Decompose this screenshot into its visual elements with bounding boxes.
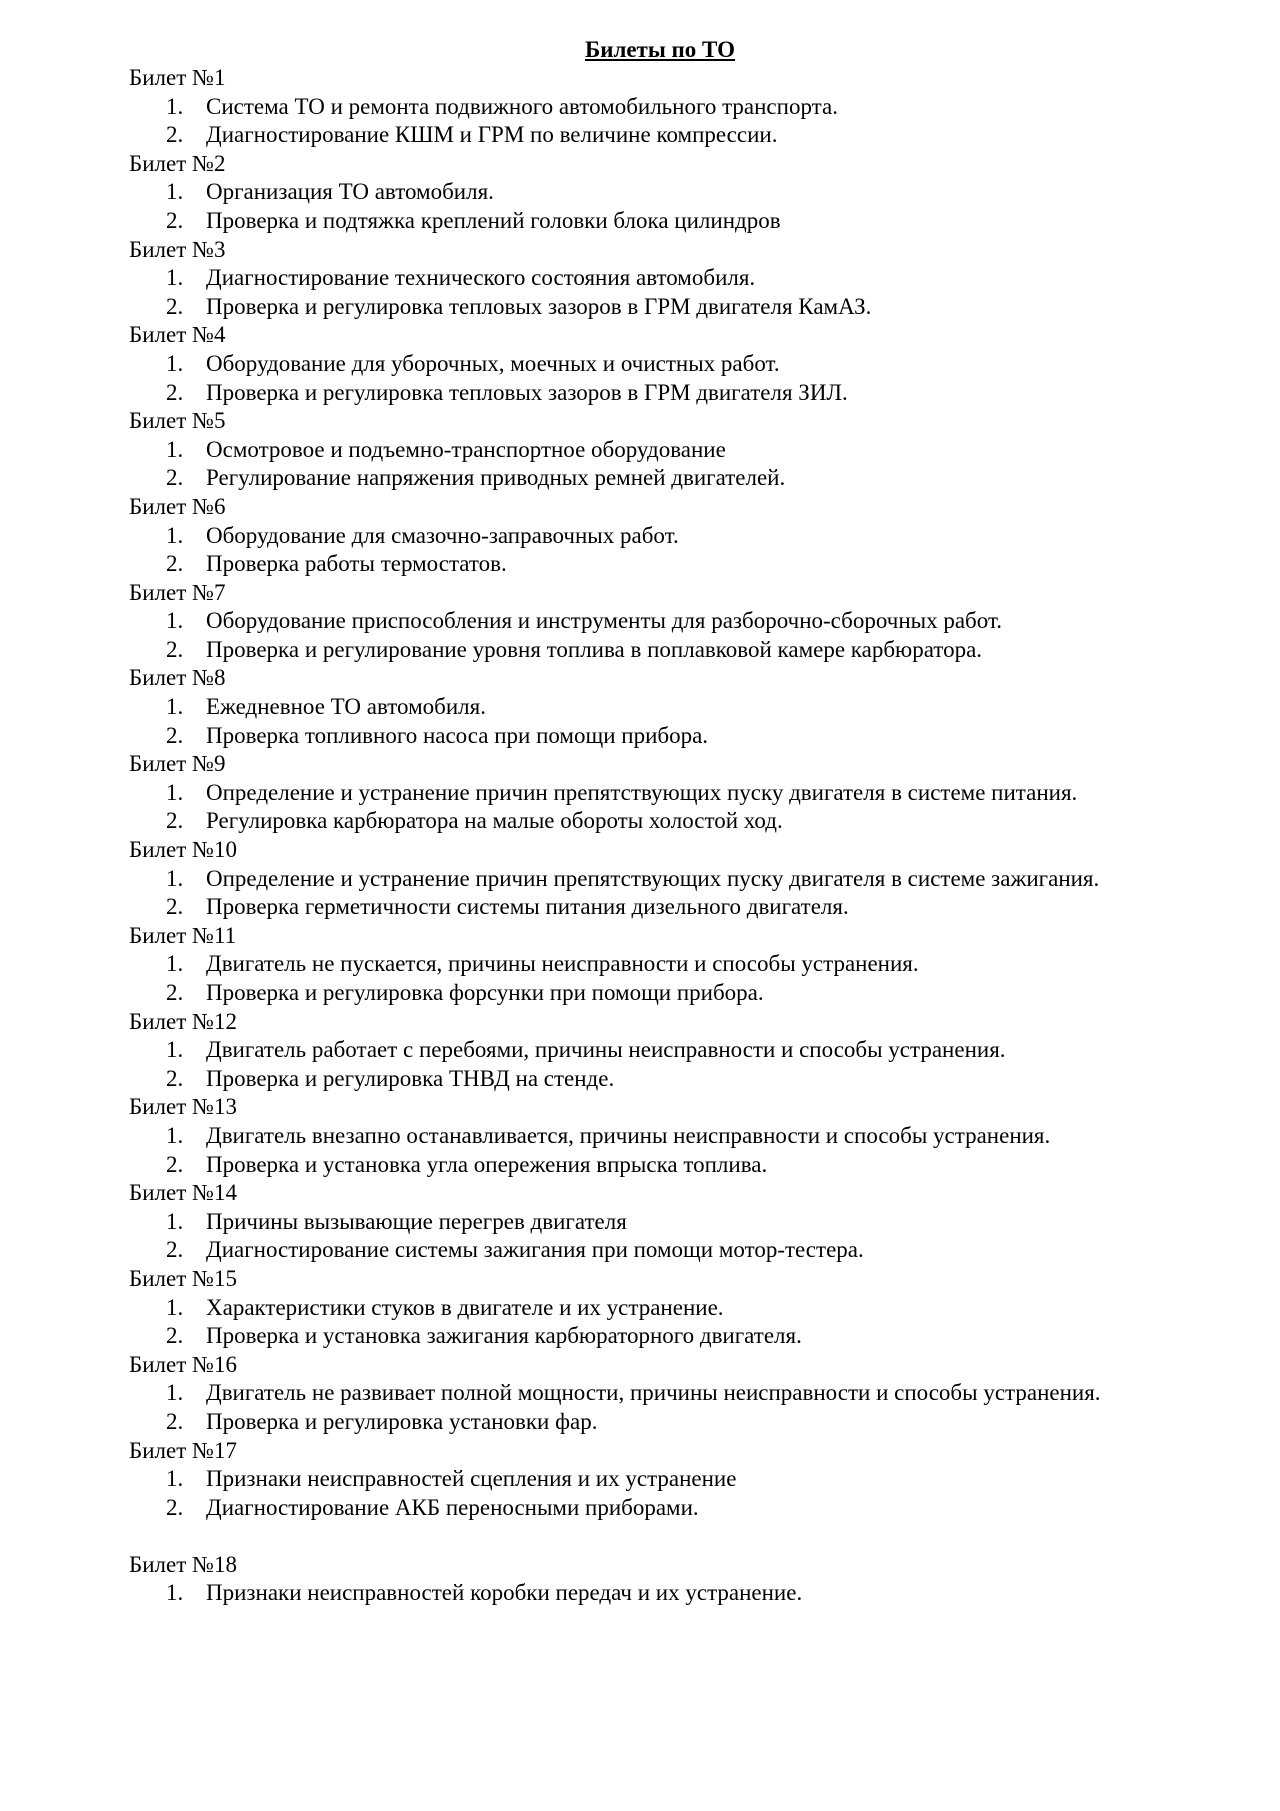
ticket-question <box>129 264 1197 293</box>
ticket-question <box>129 121 1197 150</box>
ticket-block <box>129 1437 1197 1523</box>
ticket-question <box>129 979 1197 1008</box>
question-text: Проверка топливного насоса при помощи прибора. <box>206 722 709 748</box>
question-number: 2. <box>166 551 184 577</box>
question-number: 1. <box>166 436 184 462</box>
ticket-question-list <box>129 1465 1197 1522</box>
question-number: 1. <box>166 1466 184 1492</box>
question-number: 1. <box>166 779 184 805</box>
ticket-question-list <box>129 1122 1197 1179</box>
question-text: Оборудование приспособления и инструменты для разборочно-сборочных работ. <box>206 608 1003 634</box>
blank-line <box>129 1522 1197 1551</box>
ticket-heading: Билет №14 <box>129 1180 237 1206</box>
question-text: Определение и устранение причин препятствующих пуску двигателя в системе питания. <box>206 779 1078 805</box>
ticket-block <box>129 407 1197 493</box>
question-text: Система ТО и ремонта подвижного автомобильного транспорта. <box>206 93 838 119</box>
ticket-question <box>129 865 1197 894</box>
ticket-question-list <box>129 1294 1197 1351</box>
document-title: Билеты по ТО <box>584 37 735 62</box>
question-text: Проверка и регулировка тепловых зазоров в ГРМ двигателя ЗИЛ. <box>206 379 848 405</box>
ticket-question-list <box>129 1379 1197 1436</box>
question-number: 1. <box>166 1380 184 1406</box>
ticket-question <box>129 1465 1197 1494</box>
question-text: Двигатель работает с перебоями, причины неисправности и способы устранения. <box>206 1037 1006 1063</box>
ticket-question <box>129 807 1197 836</box>
ticket-question <box>129 1208 1197 1237</box>
ticket-question <box>129 207 1197 236</box>
question-number: 2. <box>166 636 184 662</box>
ticket-question <box>129 636 1197 665</box>
question-text: Двигатель внезапно останавливается, причины неисправности и способы устранения. <box>206 1122 1051 1148</box>
question-text: Диагностирование технического состояния автомобиля. <box>206 265 756 291</box>
question-number: 2. <box>166 722 184 748</box>
question-text: Регулировка карбюратора на малые обороты холостой ход. <box>206 808 783 834</box>
ticket-question-list <box>129 264 1197 321</box>
ticket-block <box>129 579 1197 665</box>
ticket-question <box>129 1579 1197 1608</box>
ticket-heading: Билет №2 <box>129 150 226 176</box>
ticket-question-list <box>129 693 1197 750</box>
question-text: Проверка и регулирование уровня топлива в поплавковой камере карбюратора. <box>206 636 983 662</box>
ticket-question <box>129 950 1197 979</box>
ticket-heading: Билет №10 <box>129 837 237 863</box>
question-text: Проверка и регулировка установки фар. <box>206 1408 598 1434</box>
ticket-question-list <box>129 436 1197 493</box>
ticket-heading: Билет №5 <box>129 408 226 434</box>
question-number: 1. <box>166 865 184 891</box>
question-text: Проверка и подтяжка креплений головки блока цилиндров <box>206 207 781 233</box>
ticket-heading: Билет №4 <box>129 322 226 348</box>
question-text: Проверка и регулировка тепловых зазоров в ГРМ двигателя КамАЗ. <box>206 293 872 319</box>
question-number: 2. <box>166 808 184 834</box>
ticket-question <box>129 1322 1197 1351</box>
ticket-block <box>129 236 1197 322</box>
question-text: Диагностирование системы зажигания при помощи мотор-тестера. <box>206 1237 864 1263</box>
question-number: 1. <box>166 1037 184 1063</box>
question-number: 2. <box>166 293 184 319</box>
ticket-question-list <box>129 350 1197 407</box>
ticket-question <box>129 464 1197 493</box>
ticket-heading: Билет №9 <box>129 751 226 777</box>
question-text: Оборудование для смазочно-заправочных работ. <box>206 522 679 548</box>
question-number: 1. <box>166 608 184 634</box>
ticket-question <box>129 178 1197 207</box>
ticket-question <box>129 722 1197 751</box>
ticket-question <box>129 1294 1197 1323</box>
question-number: 1. <box>166 694 184 720</box>
ticket-block <box>129 750 1197 836</box>
question-number: 1. <box>166 1122 184 1148</box>
question-number: 2. <box>166 1323 184 1349</box>
ticket-question <box>129 607 1197 636</box>
ticket-block <box>129 836 1197 922</box>
question-text: Регулирование напряжения приводных ремней двигателей. <box>206 465 786 491</box>
question-number: 1. <box>166 179 184 205</box>
question-text: Проверка и регулировка ТНВД на стенде. <box>206 1065 615 1091</box>
ticket-question <box>129 1408 1197 1437</box>
question-number: 2. <box>166 980 184 1005</box>
ticket-block <box>129 493 1197 579</box>
question-text: Проверка герметичности системы питания дизельного двигателя. <box>206 894 849 920</box>
question-text: Проверка и установка зажигания карбюраторного двигателя. <box>206 1323 802 1349</box>
question-text: Признаки неисправностей сцепления и их устранение <box>206 1466 737 1492</box>
ticket-question-list <box>129 1208 1197 1265</box>
question-text: Осмотровое и подъемно-транспортное оборудование <box>206 436 726 462</box>
question-number: 1. <box>166 350 184 376</box>
ticket-heading: Билет №12 <box>129 1008 237 1034</box>
ticket-question <box>129 550 1197 579</box>
ticket-block <box>129 150 1197 236</box>
ticket-question <box>129 350 1197 379</box>
ticket-question-list <box>129 1036 1197 1093</box>
ticket-heading: Билет №17 <box>129 1437 237 1463</box>
ticket-block <box>129 1351 1197 1437</box>
ticket-block <box>129 664 1197 750</box>
ticket-question <box>129 1122 1197 1151</box>
question-number: 2. <box>166 894 184 920</box>
ticket-block <box>129 1551 1197 1608</box>
ticket-question <box>129 693 1197 722</box>
ticket-block <box>129 1179 1197 1265</box>
ticket-question <box>129 1236 1197 1265</box>
question-number: 2. <box>166 379 184 405</box>
ticket-question <box>129 893 1197 922</box>
question-number: 1. <box>166 951 184 977</box>
ticket-block <box>129 321 1197 407</box>
tickets-container <box>129 64 1197 1608</box>
ticket-question <box>129 1036 1197 1065</box>
ticket-question <box>129 379 1197 408</box>
ticket-question <box>129 93 1197 122</box>
ticket-question-list <box>129 178 1197 235</box>
ticket-question-list <box>129 607 1197 664</box>
question-text: Диагностирование АКБ переносными приборами. <box>206 1494 699 1520</box>
question-number: 1. <box>166 1208 184 1234</box>
question-text: Причины вызывающие перегрев двигателя <box>206 1208 627 1234</box>
ticket-heading: Билет №13 <box>129 1094 237 1120</box>
ticket-heading: Билет №8 <box>129 665 226 691</box>
ticket-heading: Билет №15 <box>129 1265 237 1291</box>
question-number: 1. <box>166 93 184 119</box>
ticket-heading: Билет №11 <box>129 922 237 948</box>
ticket-block <box>129 1093 1197 1179</box>
question-number: 1. <box>166 522 184 548</box>
question-text: Признаки неисправностей коробки передач и их устранение. <box>206 1580 803 1606</box>
ticket-question <box>129 1065 1197 1094</box>
ticket-question <box>129 1494 1197 1523</box>
question-number: 2. <box>166 1237 184 1263</box>
ticket-question-list <box>129 950 1197 1007</box>
ticket-question-list <box>129 865 1197 922</box>
question-text: Ежедневное ТО автомобиля. <box>206 694 486 720</box>
ticket-heading: Билет №1 <box>129 65 226 90</box>
ticket-question <box>129 1151 1197 1180</box>
ticket-heading: Билет №6 <box>129 493 226 519</box>
question-text: Проверка и регулировка форсунки при помощи прибора. <box>206 980 764 1005</box>
question-number: 2. <box>166 207 184 233</box>
question-text: Проверка работы термостатов. <box>206 551 507 577</box>
ticket-question <box>129 522 1197 551</box>
ticket-question-list <box>129 522 1197 579</box>
ticket-block <box>129 64 1197 150</box>
question-text: Двигатель не развивает полной мощности, причины неисправности и способы устранения. <box>206 1380 1101 1406</box>
question-text: Определение и устранение причин препятствующих пуску двигателя в системе зажигания. <box>206 865 1100 891</box>
question-number: 2. <box>166 1065 184 1091</box>
question-number: 2. <box>166 1494 184 1520</box>
ticket-block <box>129 1008 1197 1094</box>
question-number: 2. <box>166 1151 184 1177</box>
question-number: 2. <box>166 465 184 491</box>
ticket-block <box>129 1265 1197 1351</box>
ticket-heading: Билет №7 <box>129 579 226 605</box>
ticket-heading: Билет №16 <box>129 1351 237 1377</box>
ticket-block <box>129 922 1197 1008</box>
question-number: 2. <box>166 122 184 148</box>
ticket-question-list <box>129 1579 1197 1608</box>
ticket-heading: Билет №18 <box>129 1551 237 1577</box>
question-text: Оборудование для уборочных, моечных и очистных работ. <box>206 350 780 376</box>
ticket-question <box>129 436 1197 465</box>
question-text: Организация ТО автомобиля. <box>206 179 494 205</box>
question-text: Диагностирование КШМ и ГРМ по величине компрессии. <box>206 122 778 148</box>
ticket-question <box>129 293 1197 322</box>
question-number: 1. <box>166 1294 184 1320</box>
question-text: Двигатель не пускается, причины неисправности и способы устранения. <box>206 951 919 977</box>
ticket-question <box>129 1379 1197 1408</box>
ticket-question-list <box>129 779 1197 836</box>
ticket-question-list <box>129 93 1197 150</box>
question-text: Проверка и установка угла опережения впрыска топлива. <box>206 1151 768 1177</box>
ticket-question <box>129 779 1197 808</box>
question-text: Характеристики стуков в двигателе и их устранение. <box>206 1294 724 1320</box>
question-number: 2. <box>166 1408 184 1434</box>
question-number: 1. <box>166 1580 184 1606</box>
ticket-heading: Билет №3 <box>129 236 226 262</box>
question-number: 1. <box>166 265 184 291</box>
